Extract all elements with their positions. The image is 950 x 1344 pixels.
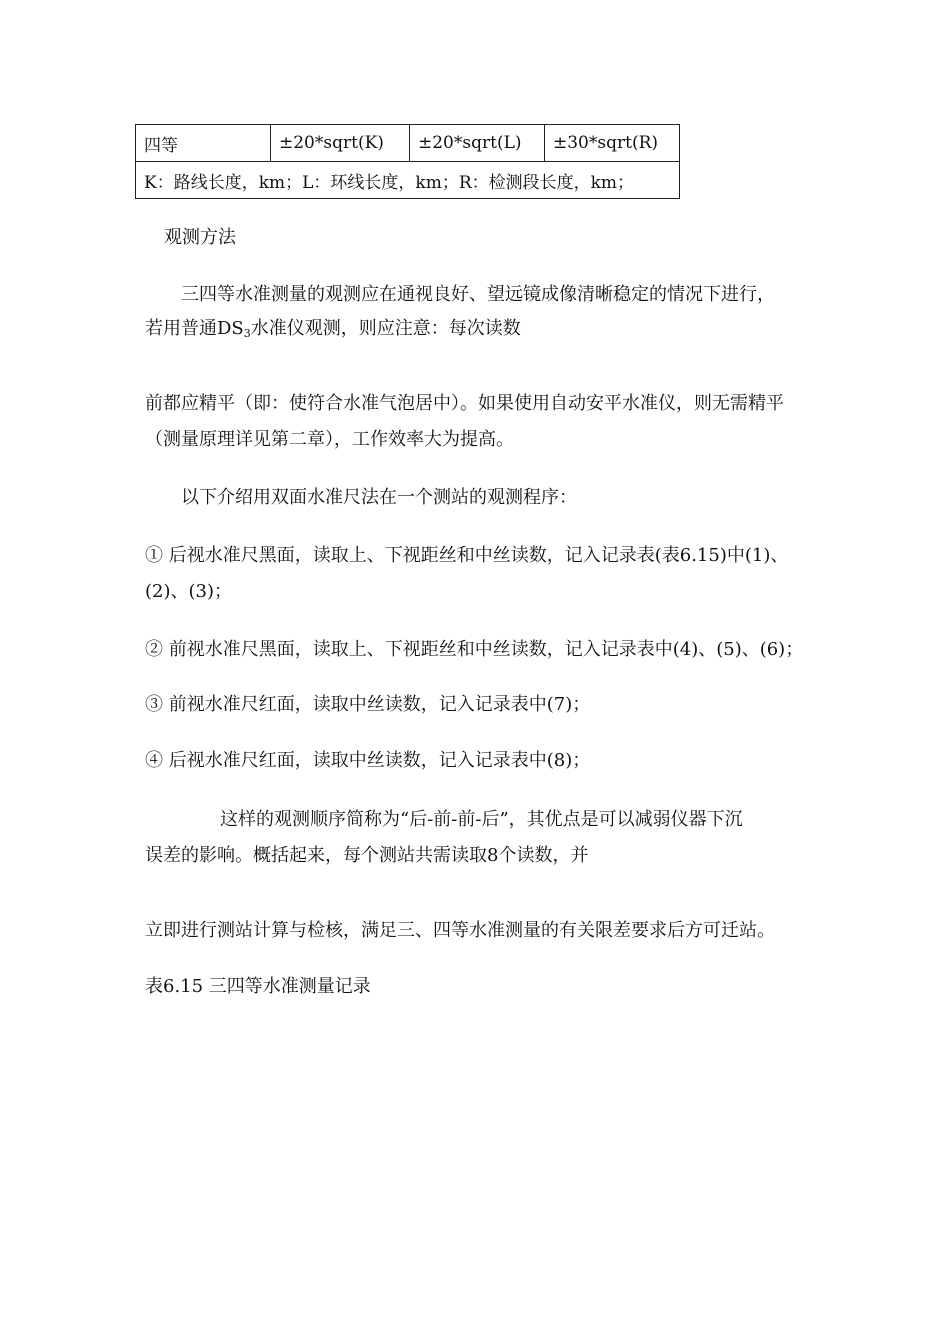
table-caption: 表6.15 三四等水准测量记录	[145, 976, 371, 997]
table-cell-k-tolerance: ±20*sqrt(K)	[271, 125, 410, 162]
paragraph-line: 前都应精平（即：使符合水准气泡居中）。如果使用自动安平水准仪，则无需精平	[145, 393, 784, 414]
table-note: K：路线长度，km；L：环线长度，km；R：检测段长度，km；	[136, 162, 680, 199]
step-item: (2)、(3)；	[145, 581, 232, 602]
paragraph-line: 这样的观测顺序简称为“后-前-前-后”，其优点是可以减弱仪器下沉	[220, 809, 743, 830]
step-item: ① 后视水准尺黑面，读取上、下视距丝和中丝读数，记入记录表(表6.15)中(1)、	[145, 545, 789, 566]
tolerance-table	[135, 124, 680, 199]
text-fragment: 水准仪观测，则应注意：每次读数	[250, 318, 521, 339]
table-row	[136, 162, 680, 199]
subscript: 3	[243, 327, 251, 340]
paragraph-line	[145, 315, 521, 348]
step-item: ③ 前视水准尺红面，读取中丝读数，记入记录表中(7)；	[145, 694, 591, 715]
paragraph-line: 三四等水准测量的观测应在通视良好、望远镜成像清晰稳定的情况下进行，	[181, 284, 775, 305]
table-row	[136, 125, 680, 162]
table-cell-r-tolerance: ±30*sqrt(R)	[545, 125, 680, 162]
table-cell-l-tolerance: ±20*sqrt(L)	[410, 125, 545, 162]
paragraph-line: 误差的影响。概括起来，每个测站共需读取8个读数，并	[145, 845, 589, 866]
step-item: ② 前视水准尺黑面，读取上、下视距丝和中丝读数，记入记录表中(4)、(5)、(6)；	[145, 639, 804, 660]
paragraph-line: 立即进行测站计算与检核，满足三、四等水准测量的有关限差要求后方可迁站。	[145, 920, 775, 941]
intro-text: 以下介绍用双面水准尺法在一个测站的观测程序：	[181, 487, 577, 508]
section-title: 观测方法	[164, 227, 236, 248]
table-cell-grade: 四等	[136, 125, 271, 162]
step-item: ④ 后视水准尺红面，读取中丝读数，记入记录表中(8)；	[145, 750, 591, 771]
paragraph-line: （测量原理详见第二章），工作效率大为提高。	[145, 429, 514, 450]
text-fragment: 若用普通DS	[145, 318, 244, 339]
